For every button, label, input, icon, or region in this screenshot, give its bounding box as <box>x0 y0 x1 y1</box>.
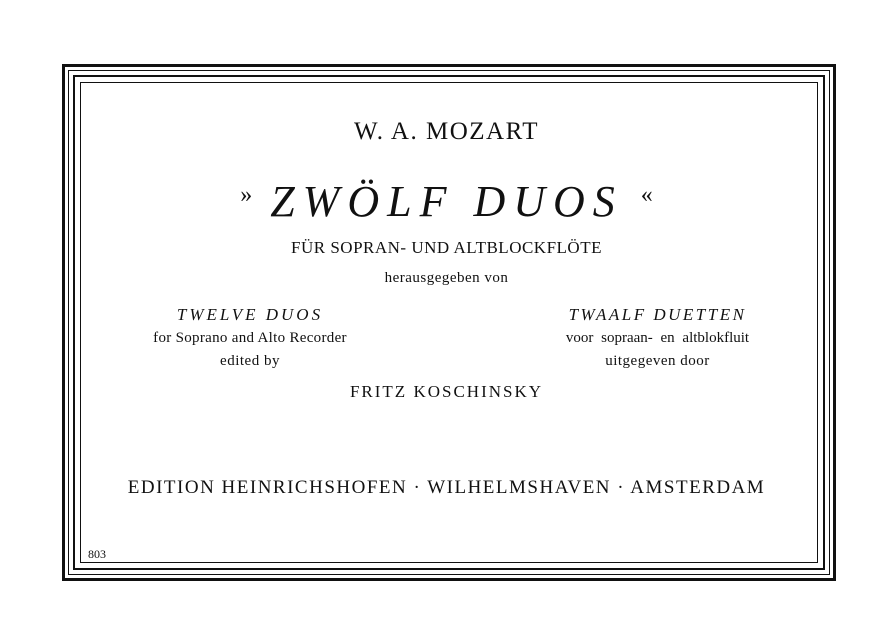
editor-name: FRITZ KOSCHINSKY <box>349 382 544 401</box>
composer-name: W. A. MOZART <box>353 118 540 145</box>
title-open-quote: » <box>240 182 253 208</box>
title-dutch: TWAALF DUETTEN <box>568 305 747 324</box>
edited-by-english: edited by <box>220 353 280 369</box>
edited-by-german: herausgegeben von <box>384 270 509 286</box>
title-main: ZWÖLF DUOS <box>270 177 623 226</box>
subtitle-german: FÜR SOPRAN- UND ALTBLOCKFLÖTE <box>291 238 602 257</box>
title-english: TWELVE DUOS <box>176 305 324 324</box>
work-title <box>0 176 893 227</box>
title-close-quote: « <box>640 182 653 208</box>
subtitle-english: for Soprano and Alto Recorder <box>153 330 347 346</box>
subtitle-dutch: voor sopraan- en altblokfluit <box>565 330 750 346</box>
publisher-line: EDITION HEINRICHSHOFEN · WILHELMSHAVEN · AMSTERDAM <box>127 477 766 498</box>
catalog-number: 803 <box>88 547 106 561</box>
edited-by-dutch: uitgegeven door <box>605 353 710 369</box>
